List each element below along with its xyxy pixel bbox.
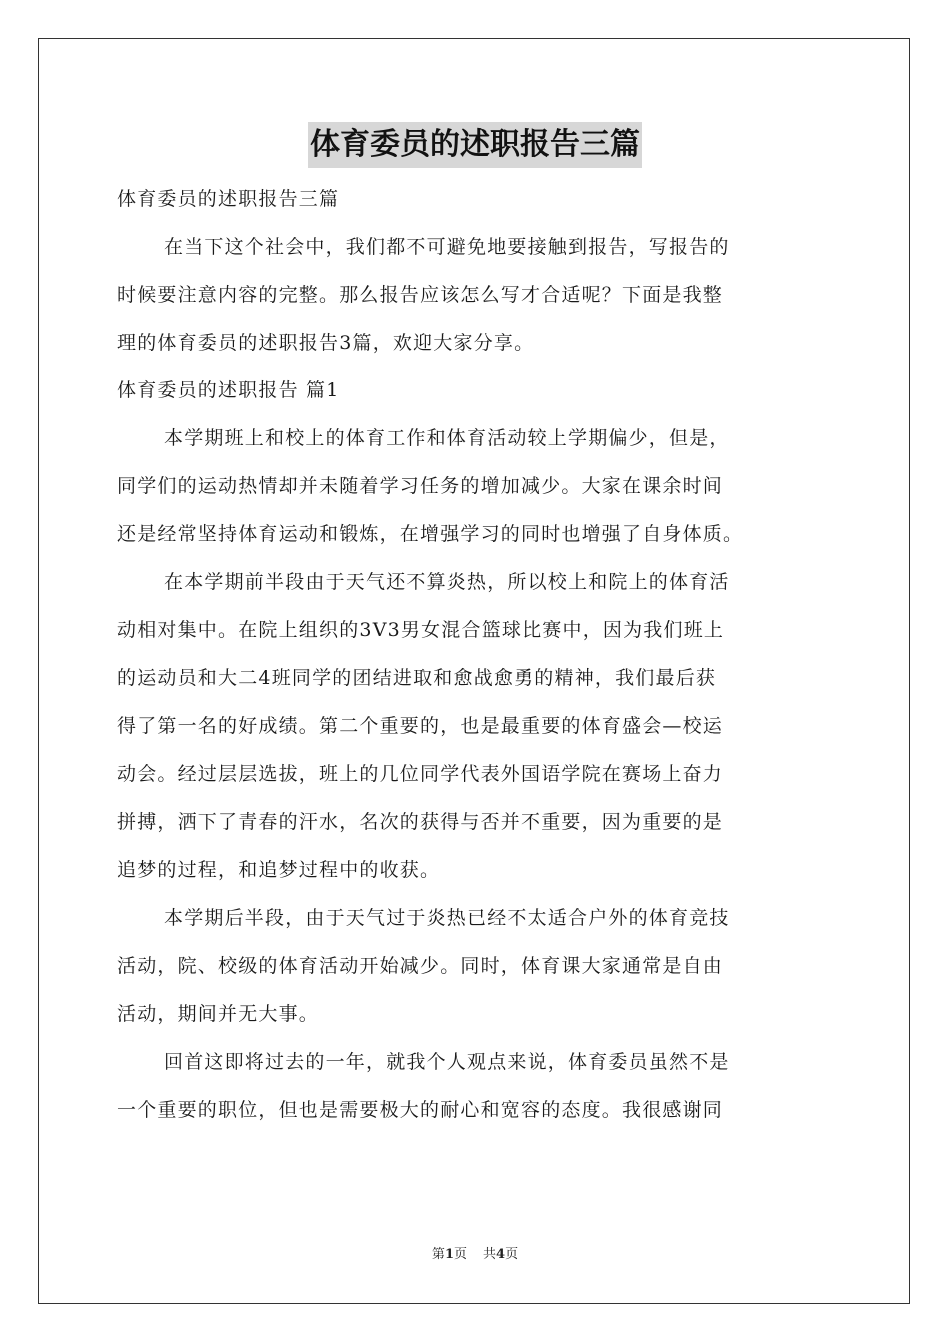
paragraph-line: 本学期班上和校上的体育工作和体育活动较上学期偏少，但是， [164,427,730,449]
section-heading: 体育委员的述职报告 篇1 [117,379,340,401]
total-pages: 4 [496,1247,506,1262]
paragraph-line: 回首这即将过去的一年，就我个人观点来说，体育委员虽然不是 [164,1051,730,1073]
paragraph-line: 的运动员和大二4班同学的团结进取和愈战愈勇的精神，我们最后获 [117,667,717,689]
paragraph-line: 还是经常坚持体育运动和锻炼，在增强学习的同时也增强了自身体质。 [117,523,744,545]
document-subtitle: 体育委员的述职报告三篇 [117,188,340,210]
document-body [117,176,835,1134]
paragraph-line: 拼搏，洒下了青春的汗水，名次的获得与否并不重要，因为重要的是 [117,811,724,833]
paragraph-line: 一个重要的职位，但也是需要极大的耐心和宽容的态度。我很感谢同 [117,1099,724,1121]
page-suffix: 页 [453,1247,467,1262]
paragraph-line: 得了第一名的好成绩。第二个重要的，也是最重要的体育盛会—校运 [117,715,724,737]
total-suffix: 页 [505,1247,519,1262]
paragraph-line: 活动，院、校级的体育活动开始减少。同时，体育课大家通常是自由 [117,955,724,977]
paragraph-3 [117,894,835,1038]
paragraph-line: 在本学期前半段由于天气还不算炎热，所以校上和院上的体育活 [164,571,730,593]
paragraph-1 [117,414,835,558]
paragraph-line: 动会。经过层层选拔，班上的几位同学代表外国语学院在赛场上奋力 [117,763,724,785]
paragraph-line: 追梦的过程，和追梦过程中的收获。 [117,859,441,881]
paragraph-2 [117,558,835,894]
paragraph-line: 动相对集中。在院上组织的3V3男女混合篮球比赛中，因为我们班上 [117,619,725,641]
page-number: 1 [444,1247,454,1262]
paragraph-4 [117,1038,835,1134]
intro-paragraph [117,223,835,367]
paragraph-line: 同学们的运动热情却并未随着学习任务的增加减少。大家在课余时间 [117,475,724,497]
intro-line: 时候要注意内容的完整。那么报告应该怎么写才合适呢？下面是我整 [117,284,724,306]
total-prefix: 共 [483,1247,497,1262]
paragraph-line: 活动，期间并无大事。 [117,1003,320,1025]
intro-line: 理的体育委员的述职报告3篇，欢迎大家分享。 [117,332,535,354]
page-prefix: 第 [431,1247,445,1262]
intro-line: 在当下这个社会中，我们都不可避免地要接触到报告，写报告的 [164,236,730,258]
page-footer [0,1243,950,1262]
paragraph-line: 本学期后半段，由于天气过于炎热已经不太适合户外的体育竞技 [164,907,730,929]
document-title: 体育委员的述职报告三篇 [308,122,642,168]
title-container [0,122,950,168]
